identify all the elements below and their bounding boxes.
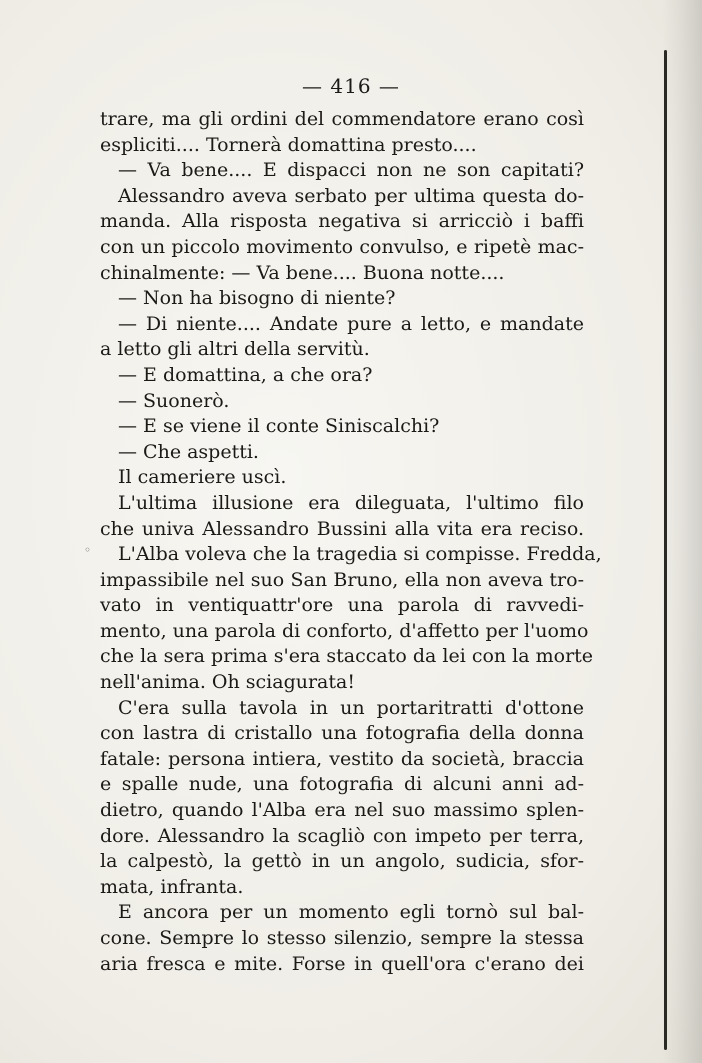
text-line: e spalle nude, una fotografia di alcuni anni ad- [100, 773, 584, 796]
page-number: — 416 — [302, 74, 400, 98]
text-line: mento, una parola di conforto, d'affetto per l'uomo [100, 619, 589, 642]
page-edge-line [664, 50, 667, 1050]
text-line: dore. Alessandro la scagliò con impeto per terra, [100, 824, 584, 847]
text-line: nell'anima. Oh sciagurata! [100, 671, 355, 694]
text-line: — Che aspetti. [118, 440, 259, 463]
text-line: che la sera prima s'era staccato da lei con la morte [100, 645, 594, 668]
text-line: trare, ma gli ordini del commendatore erano così [100, 108, 584, 130]
text-line: con lastra di cristallo una fotografia della donna [100, 722, 584, 745]
text-line: espliciti.... Tornerà domattina presto.... [100, 133, 477, 156]
text-line: — Di niente.... Andate pure a letto, e mandate [118, 312, 584, 335]
page-binding-shadow [662, 0, 702, 1063]
text-line: Alessandro aveva serbato per ultima questa do- [118, 184, 584, 207]
text-line: dietro, quando l'Alba era nel suo massimo splen- [100, 799, 584, 822]
text-line: manda. Alla risposta negativa si arricciò i baffi [100, 210, 584, 233]
text-line: cone. Sempre lo stesso silenzio, sempre la stessa [100, 927, 584, 949]
text-line: vato in ventiquattr'ore una parola di ravvedi- [100, 594, 584, 617]
text-line: mata, infranta. [100, 875, 244, 898]
text-line: con un piccolo movimento convulso, e ripetè mac- [100, 235, 584, 258]
text-line: — E domattina, a che ora? [118, 363, 373, 386]
text-line: L'ultima illusione era dileguata, l'ultimo filo [118, 491, 584, 514]
text-line: la calpestò, la gettò in un angolo, sudicia, sfor- [100, 850, 584, 873]
text-line: C'era sulla tavola in un portaritratti d'ottone [118, 696, 584, 719]
text-line: E ancora per un momento egli tornò sul bal- [118, 901, 584, 924]
text-line: a letto gli altri della servitù. [100, 338, 370, 361]
text-line: aria fresca e mite. Forse in quell'ora c'erano dei [100, 952, 584, 975]
text-line: — Suonerò. [118, 389, 230, 412]
text-line: chinalmente: — Va bene.... Buona notte.... [100, 261, 505, 284]
text-line: impassibile nel suo San Bruno, ella non aveva tro- [100, 568, 584, 591]
ink-speck: ◦ [84, 543, 92, 557]
text-line: — Va bene.... E dispacci non ne son capitati? [118, 159, 584, 182]
text-line: fatale: persona intiera, vestito da società, braccia [100, 747, 584, 770]
body-text [100, 107, 602, 977]
text-line: Il cameriere uscì. [118, 466, 287, 489]
text-line: che univa Alessandro Bussini alla vita era reciso. [100, 517, 584, 540]
text-line: — E se viene il conte Siniscalchi? [118, 415, 440, 438]
text-line: L'Alba voleva che la tragedia si compisse. Fredda, [118, 543, 602, 566]
text-line: — Non ha bisogno di niente? [118, 287, 396, 310]
